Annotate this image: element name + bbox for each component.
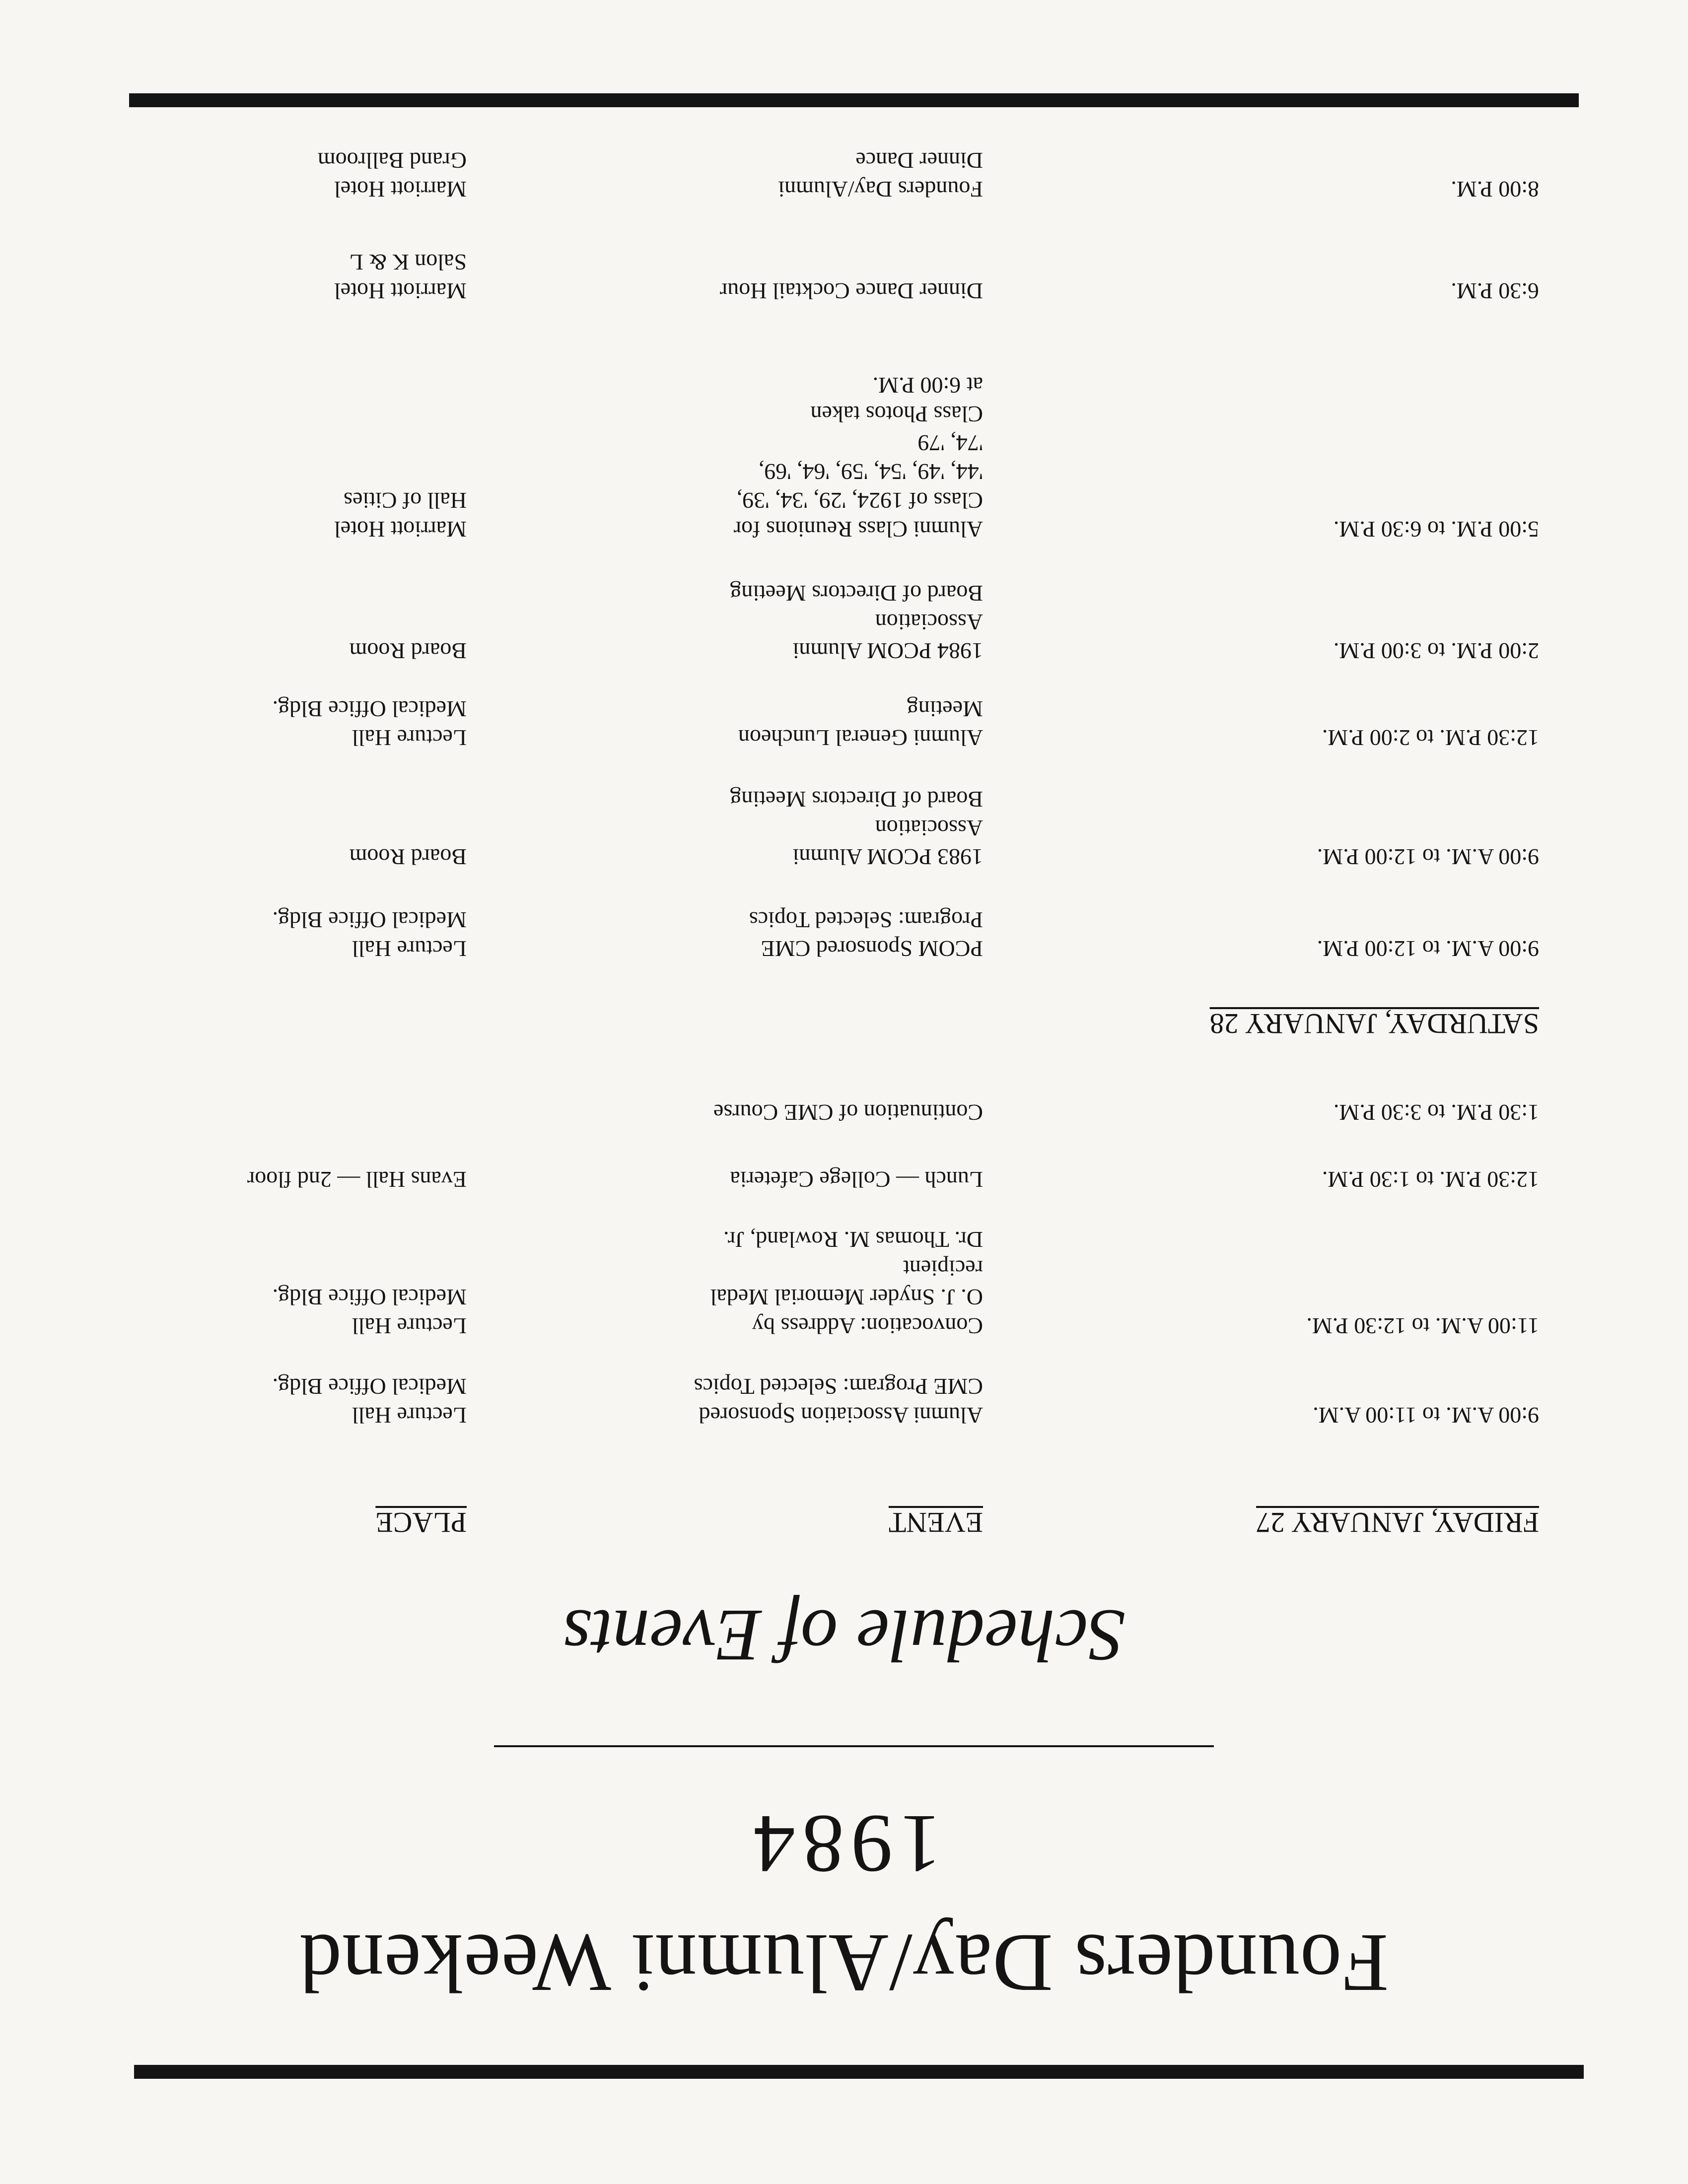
- column-heading-event: EVENT: [888, 1506, 983, 1539]
- friday-1-time: 11:00 A.M. to 12:30 P.M.: [1306, 1313, 1539, 1339]
- saturday-5-time: 6:30 P.M.: [1451, 278, 1539, 304]
- saturday-0-place-line-1: Medical Office Bldg.: [272, 907, 467, 933]
- saturday-3-place-line-0: Board Room: [349, 638, 467, 664]
- saturday-4-event-line-1: Class of 1924, '29, '34, '39,: [736, 488, 983, 513]
- saturday-0-place-line-0: Lecture Hall: [352, 936, 467, 961]
- friday-2-event-line-0: Lunch — College Cafeteria: [730, 1167, 983, 1192]
- bottom-rule: [129, 93, 1579, 107]
- saturday-0-time: 9:00 A.M. to 12:00 P.M.: [1317, 936, 1539, 961]
- saturday-2-place-line-0: Lecture Hall: [352, 725, 467, 751]
- saturday-4-place-line-1: Hall of Cities: [344, 488, 467, 513]
- saturday-4-event-line-3: '74, '79: [917, 430, 983, 456]
- saturday-5-place-line-0: Marriott Hotel: [334, 278, 467, 304]
- title-divider: [494, 1745, 1214, 1747]
- saturday-3-event-line-1: Association: [875, 610, 983, 635]
- saturday-4-time: 5:00 P.M. to 6:30 P.M.: [1333, 517, 1539, 542]
- saturday-4-event-line-2: '44, '49, '54, '59, '64, '69,: [758, 459, 983, 484]
- friday-2-place-line-0: Evans Hall — 2nd floor: [247, 1167, 467, 1192]
- saturday-2-place-line-1: Medical Office Bldg.: [272, 696, 467, 722]
- friday-0-place-line-1: Medical Office Bldg.: [272, 1374, 467, 1399]
- friday-0-event-line-1: CME Program: Selected Topics: [694, 1374, 983, 1399]
- saturday-1-place-line-0: Board Room: [349, 844, 467, 870]
- saturday-5-event-line-0: Dinner Dance Cocktail Hour: [719, 278, 983, 304]
- saturday-2-event-line-1: Meeting: [907, 696, 983, 722]
- day-heading-friday: FRIDAY, JANUARY 27: [1256, 1506, 1539, 1539]
- saturday-4-place-line-0: Marriott Hotel: [334, 517, 467, 542]
- saturday-3-event-line-2: Board of Directors Meeting: [730, 581, 983, 606]
- saturday-0-event-line-0: PCOM Sponsored CME: [761, 936, 983, 961]
- saturday-6-event-line-0: Founders Day/Alumni: [778, 177, 983, 202]
- saturday-4-event-line-0: Alumni Class Reunions for: [733, 517, 983, 542]
- top-rule: [134, 2065, 1584, 2079]
- column-heading-place: PLACE: [375, 1506, 467, 1539]
- day-heading-saturday: SATURDAY, JANUARY 28: [1209, 1008, 1539, 1040]
- page-title: Founders Day/Alumni Weekend: [299, 1917, 1389, 2009]
- saturday-3-event-line-0: 1984 PCOM Alumni: [792, 638, 983, 664]
- saturday-6-event-line-1: Dinner Dance: [855, 148, 983, 173]
- friday-0-time: 9:00 A.M. to 11:00 A.M.: [1313, 1403, 1539, 1428]
- friday-3-event-line-0: Continuation of CME Course: [713, 1100, 983, 1125]
- friday-1-event-line-0: Convocation: Address by: [752, 1313, 983, 1339]
- friday-0-place-line-0: Lecture Hall: [352, 1403, 467, 1428]
- saturday-4-event-line-4: Class Photos taken: [810, 402, 983, 427]
- saturday-3-time: 2:00 P.M. to 3:00 P.M.: [1333, 638, 1539, 664]
- saturday-6-place-line-1: Grand Ballroom: [317, 148, 467, 173]
- saturday-6-time: 8:00 P.M.: [1451, 177, 1539, 202]
- friday-1-place-line-1: Medical Office Bldg.: [272, 1285, 467, 1310]
- saturday-1-time: 9:00 A.M. to 12:00 P.M.: [1317, 844, 1539, 870]
- saturday-1-event-line-2: Board of Directors Meeting: [730, 787, 983, 812]
- saturday-1-event-line-0: 1983 PCOM Alumni: [792, 844, 983, 870]
- friday-3-time: 1:30 P.M. to 3:30 P.M.: [1333, 1100, 1539, 1125]
- saturday-6-place-line-0: Marriott Hotel: [334, 177, 467, 202]
- friday-1-event-line-3: Dr. Thomas M. Rowland, Jr.: [723, 1227, 983, 1252]
- friday-1-event-line-1: O. J. Snyder Memorial Medal: [710, 1285, 983, 1310]
- friday-2-time: 12:30 P.M. to 1:30 P.M.: [1322, 1167, 1539, 1192]
- saturday-2-event-line-0: Alumni General Luncheon: [738, 725, 983, 751]
- saturday-2-time: 12:30 P.M. to 2:00 P.M.: [1322, 725, 1539, 751]
- saturday-1-event-line-1: Association: [875, 816, 983, 841]
- saturday-0-event-line-1: Program: Selected Topics: [749, 907, 983, 933]
- page-year: 1984: [747, 1798, 941, 1890]
- schedule-title: Schedule of Events: [563, 1594, 1125, 1677]
- friday-1-event-line-2: recipient: [903, 1256, 983, 1281]
- saturday-4-event-line-5: at 6:00 P.M.: [872, 373, 983, 398]
- saturday-5-place-line-1: Salon K & L: [349, 250, 467, 275]
- friday-1-place-line-0: Lecture Hall: [352, 1313, 467, 1339]
- friday-0-event-line-0: Alumni Association Sponsored: [699, 1403, 983, 1428]
